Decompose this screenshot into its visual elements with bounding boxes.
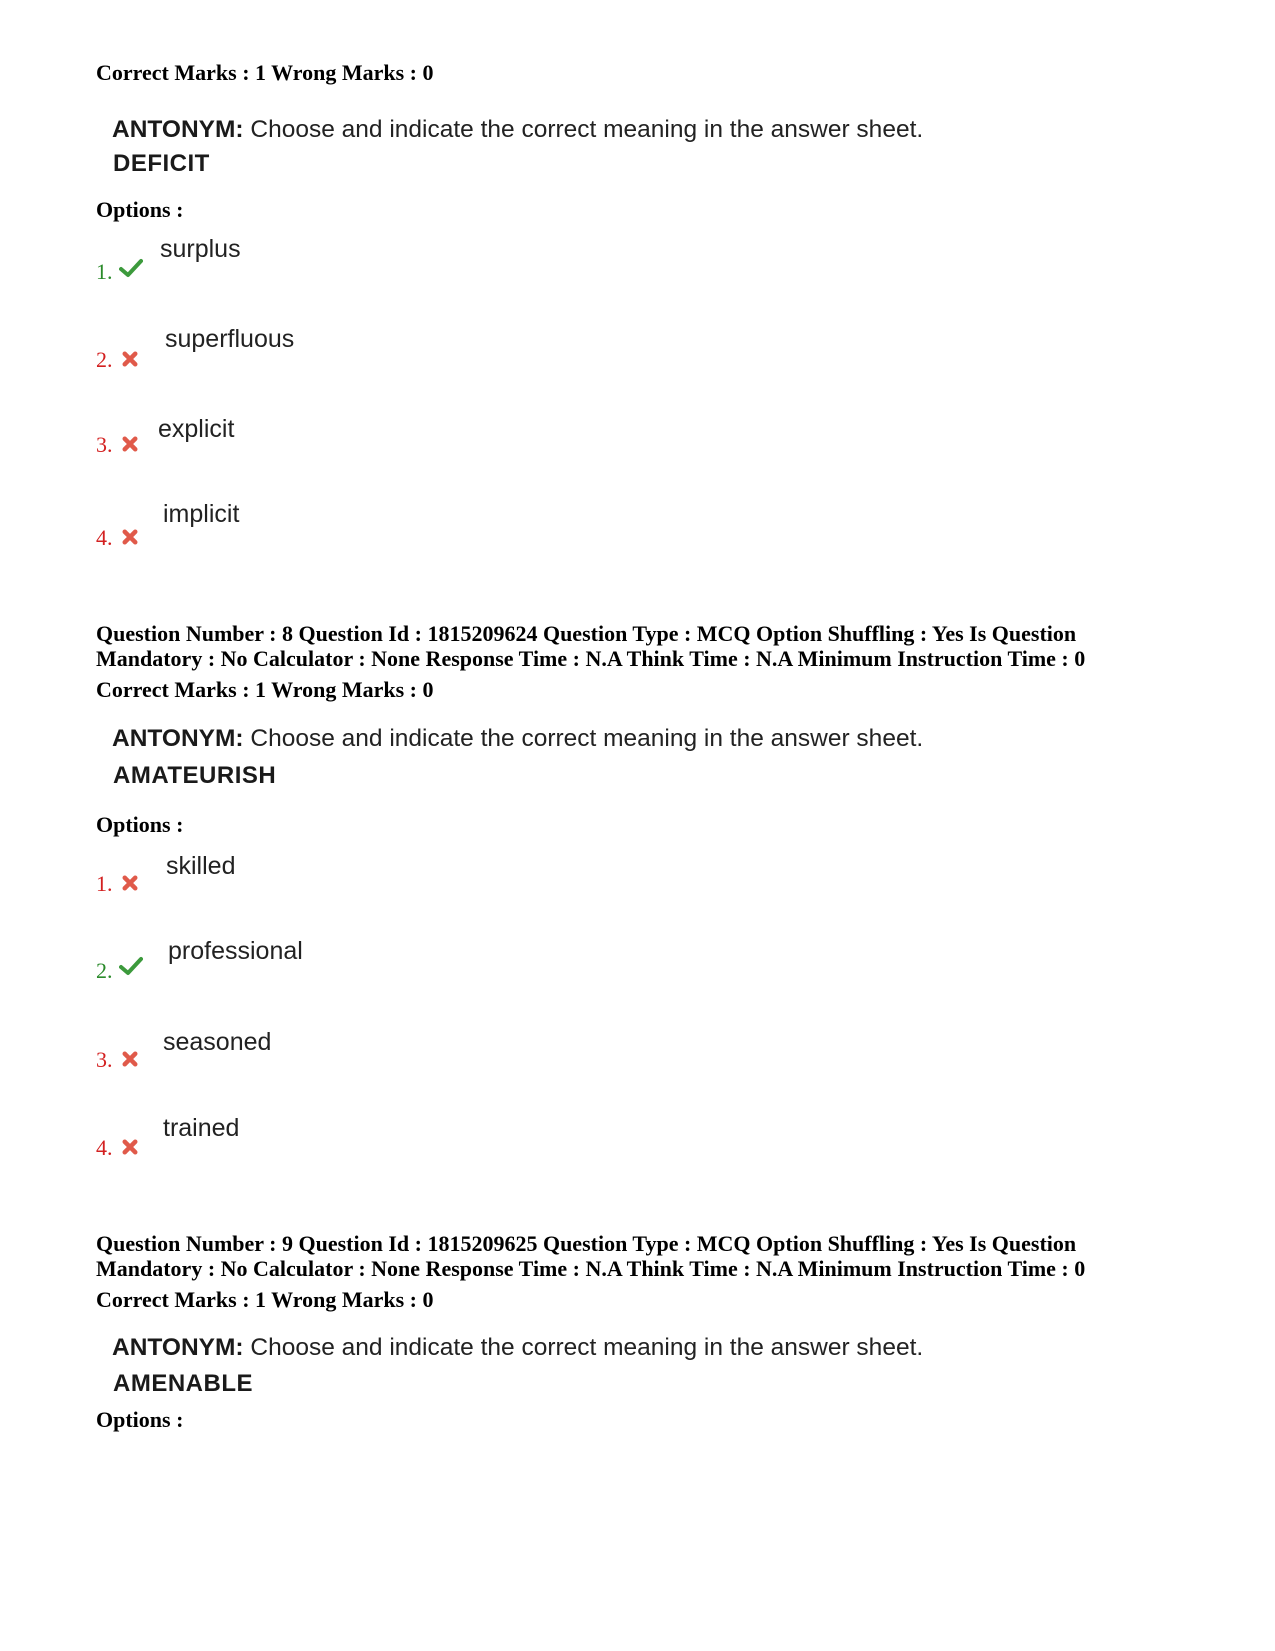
stem-text: Choose and indicate the correct meaning in the answer sheet. [243, 725, 924, 752]
cross-icon [121, 874, 139, 892]
options-label: Options : [96, 1407, 184, 1432]
cross-icon [121, 528, 139, 546]
option-number: 2. [96, 347, 113, 372]
stem-text: Choose and indicate the correct meaning in the answer sheet. [243, 1334, 924, 1361]
question-header-line-1: Question Number : 8 Question Id : 1815209624 Question Type : MCQ Option Shuffling : Yes Is Question [96, 621, 1077, 646]
question-header-line-2: Mandatory : No Calculator : None Response Time : N.A Think Time : N.A Minimum Instruction Time : 0 [96, 1256, 1086, 1281]
option-number: 1. [96, 259, 113, 284]
question-word: AMENABLE [113, 1370, 253, 1397]
option-text: explicit [158, 415, 235, 443]
cross-icon [121, 435, 139, 453]
check-icon [119, 256, 143, 280]
question-stem [112, 1333, 923, 1363]
option-number: 1. [96, 871, 113, 896]
marks-line: Correct Marks : 1 Wrong Marks : 0 [96, 60, 434, 85]
option-text: superfluous [165, 325, 295, 353]
stem-label: ANTONYM: [112, 116, 244, 143]
option-number: 4. [96, 525, 113, 550]
question-header-line-2: Mandatory : No Calculator : None Response Time : N.A Think Time : N.A Minimum Instruction Time : 0 [96, 646, 1086, 671]
check-icon [119, 954, 143, 978]
option-number: 2. [96, 958, 113, 983]
question-word: DEFICIT [113, 150, 210, 177]
options-label: Options : [96, 197, 184, 222]
option-text: trained [163, 1114, 240, 1142]
cross-icon [121, 350, 139, 368]
option-text: skilled [166, 852, 236, 880]
option-text: surplus [160, 235, 241, 263]
options-label: Options : [96, 812, 184, 837]
marks-line: Correct Marks : 1 Wrong Marks : 0 [96, 1287, 434, 1312]
option-number: 4. [96, 1135, 113, 1160]
cross-icon [121, 1138, 139, 1156]
marks-line: Correct Marks : 1 Wrong Marks : 0 [96, 677, 434, 702]
question-stem [112, 115, 923, 145]
option-number: 3. [96, 1047, 113, 1072]
option-text: implicit [163, 500, 240, 528]
question-stem [112, 724, 923, 754]
stem-label: ANTONYM: [112, 725, 244, 752]
option-text: seasoned [163, 1028, 272, 1056]
stem-label: ANTONYM: [112, 1334, 244, 1361]
question-header-line-1: Question Number : 9 Question Id : 1815209625 Question Type : MCQ Option Shuffling : Yes Is Question [96, 1231, 1077, 1256]
stem-text: Choose and indicate the correct meaning in the answer sheet. [243, 116, 924, 143]
option-text: professional [168, 937, 303, 965]
question-word: AMATEURISH [113, 762, 277, 789]
option-number: 3. [96, 432, 113, 457]
cross-icon [121, 1050, 139, 1068]
